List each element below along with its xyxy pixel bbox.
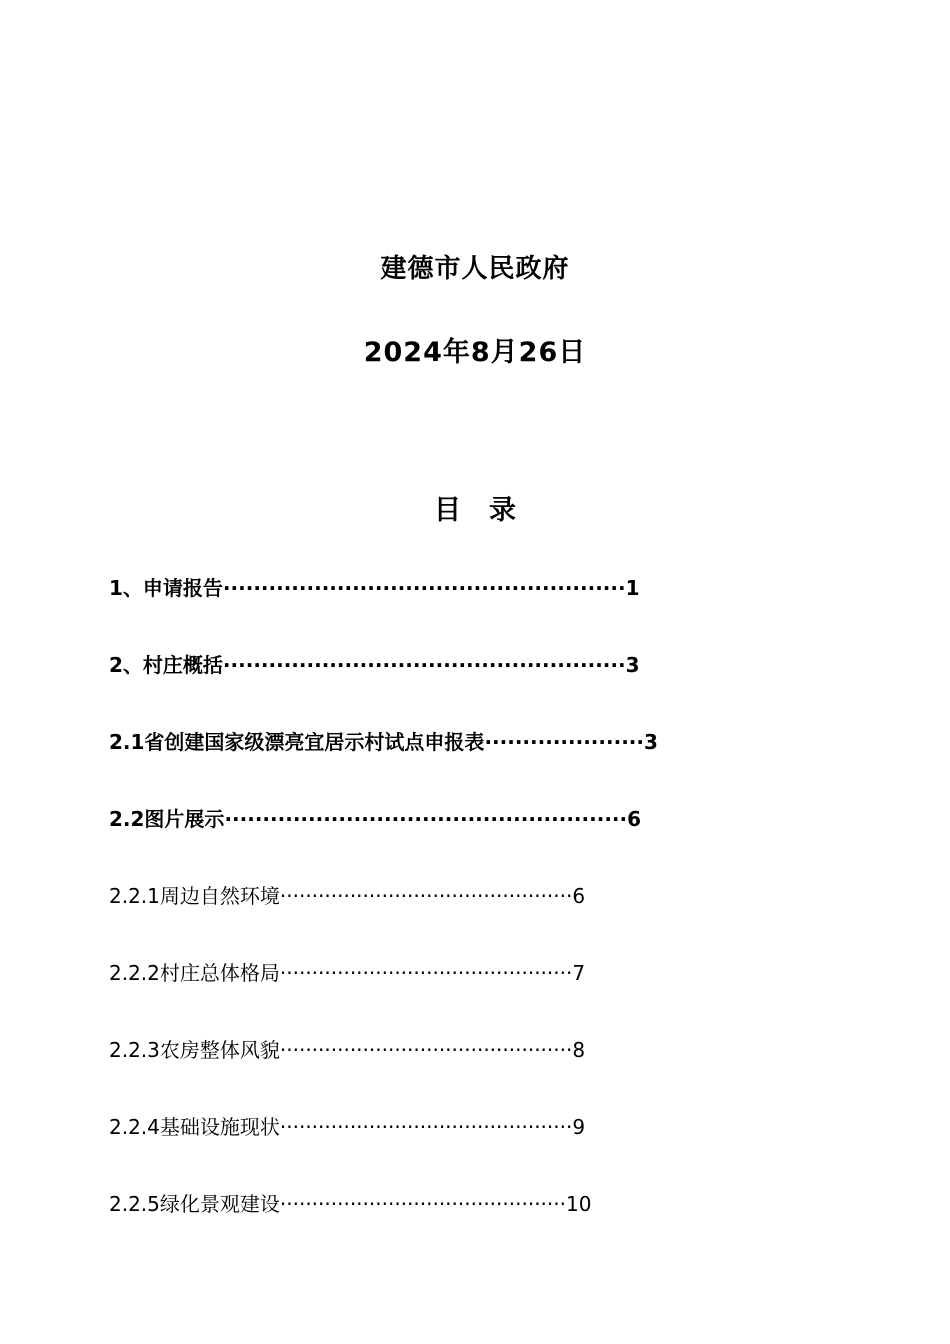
toc-entry-page: 7: [572, 961, 586, 985]
toc-entry-2-2[interactable]: [109, 805, 641, 833]
toc-entry-label: 1、申请报告: [109, 576, 223, 600]
toc-entry-2-2-5[interactable]: [109, 1190, 591, 1218]
toc-entry-2-2-4[interactable]: [109, 1113, 585, 1141]
toc-heading: 目录: [434, 495, 544, 526]
toc-entry-leader: ··············································: [279, 961, 573, 985]
toc-entry-page: 3: [644, 730, 658, 754]
toc-entry-page: 6: [572, 884, 586, 908]
toc-entry-leader: ··············································: [279, 1038, 573, 1062]
toc-entry-label: 2.2.3农房整体风貌: [109, 1038, 280, 1062]
toc-entry-page: 8: [572, 1038, 586, 1062]
toc-entry-label: 2.2.2村庄总体格局: [109, 961, 280, 985]
toc-entry-page: 9: [572, 1115, 586, 1139]
toc-entry-leader: ·····················································: [224, 807, 628, 831]
toc-entry-label: 2.2.4基础设施现状: [109, 1115, 280, 1139]
toc-entry-2-2-2[interactable]: [109, 959, 585, 987]
toc-entry-label: 2.1省创建国家级漂亮宜居示村试点申报表: [109, 730, 485, 754]
toc-entry-label: 2.2.5绿化景观建设: [109, 1192, 280, 1216]
toc-entry-leader: ··············································: [279, 1115, 573, 1139]
toc-entry-1[interactable]: [109, 574, 640, 602]
issue-date: 2024年8月26日: [363, 337, 587, 368]
toc-entry-page: 6: [627, 807, 642, 831]
toc-entry-2-2-1[interactable]: [109, 882, 585, 910]
toc-entry-leader: ··············································: [279, 884, 573, 908]
issuer-name: 建德市人民政府: [380, 254, 570, 284]
toc-entry-leader: ·····················································: [222, 576, 626, 600]
toc-entry-page: 1: [625, 576, 640, 600]
toc-entry-label: 2、村庄概括: [109, 653, 223, 677]
toc-entry-2-2-3[interactable]: [109, 1036, 585, 1064]
toc-entry-page: 10: [565, 1192, 592, 1216]
toc-entry-label: 2.2图片展示: [109, 807, 225, 831]
toc-entry-leader: ·····················································: [222, 653, 626, 677]
toc-entry-leader: ·············································: [279, 1192, 566, 1216]
toc-entry-2[interactable]: [109, 651, 640, 679]
toc-entry-2-1[interactable]: [109, 728, 658, 756]
toc-entry-leader: ·····················: [484, 730, 644, 754]
toc-entry-label: 2.2.1周边自然环境: [109, 884, 280, 908]
toc-entry-page: 3: [625, 653, 640, 677]
